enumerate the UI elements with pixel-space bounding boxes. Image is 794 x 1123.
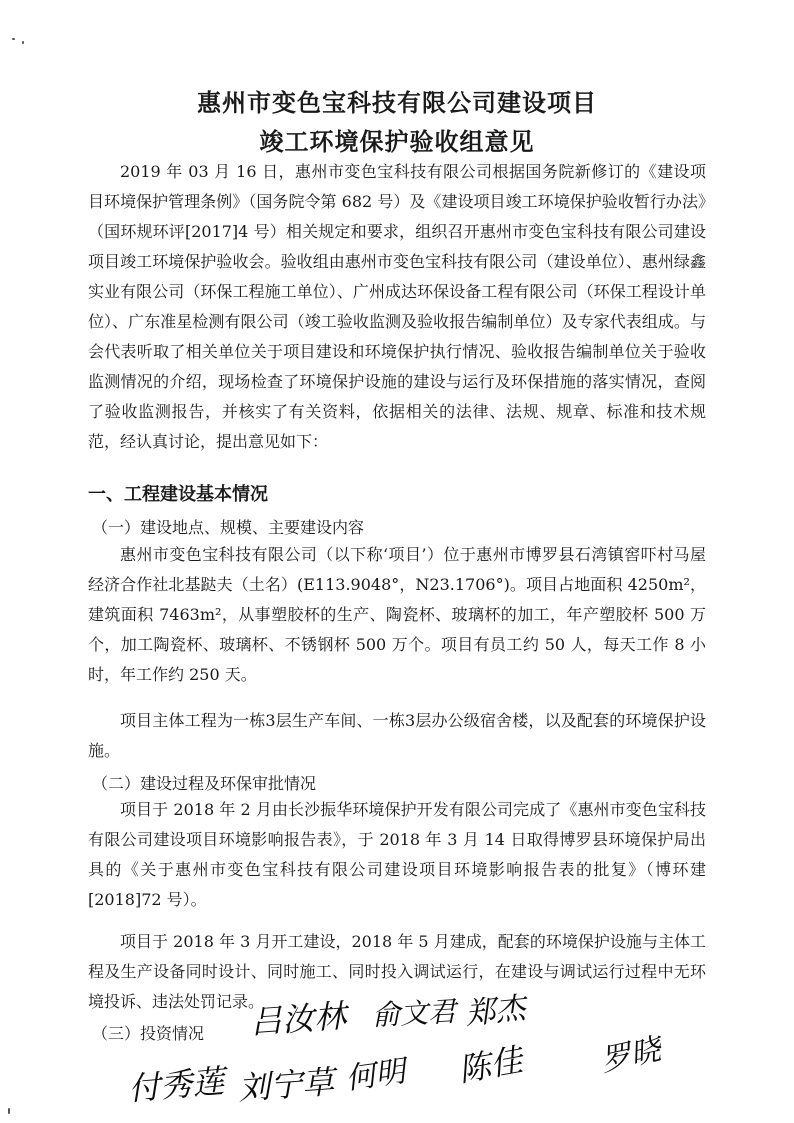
document-title-line2: 竣工环境保护验收组意见	[259, 128, 535, 156]
scan-speck	[8, 1108, 10, 1114]
subsection2-paragraph2: 项目于 2018 年 3 月开工建设，2018 年 5 月建成，配套的环境保护设施与主体工程及生产设备同时设计、同时施工、同时投入调试运行，在建设与调试运行过程中无环境投诉、违法处罚记录。	[88, 932, 706, 1011]
signature-6: 何明	[343, 1053, 408, 1097]
signature-3: 郑杰	[463, 990, 528, 1033]
signature-1: 吕汝林	[248, 996, 348, 1042]
subsection1-paragraph2: 项目主体工程为一栋3层生产车间、一栋3层办公级宿舍楼，以及配套的环境保护设施。	[88, 711, 706, 760]
signature-4: 付秀莲	[126, 1061, 226, 1109]
signature-5: 刘宁草	[236, 1062, 336, 1108]
signature-8: 罗晓	[597, 1032, 664, 1079]
document-title-line1: 惠州市变色宝科技有限公司建设项目	[197, 89, 597, 117]
subsection2-heading: （二）建设过程及环保审批情况	[92, 774, 317, 793]
signature-2: 俞文君	[371, 994, 457, 1033]
subsection1-heading: （一）建设地点、规模、主要建设内容	[92, 518, 365, 537]
scan-speck	[12, 38, 15, 40]
signature-7: 陈佳	[455, 1040, 526, 1090]
intro-paragraph: 2019 年 03 月 16 日，惠州市变色宝科技有限公司根据国务院新修订的《建设项目环境保护管理条例》（国务院令第 682 号）及《建设项目竣工环境保护验收暂行办法》（国环规环评[2017]4 号）相关规定和要求，组织召开惠州市变色宝科技有限公司建设项目竣工环境保护验收会。验收组由惠州市变色宝科技有限公司（建设单位）、惠州绿鑫实业有限公司（环保工程施工单位）、广州成达环保设备工程有限公司（环保工程设计单位）、广东准星检测有限公司（竣工验收监测及验收报告编制单位）及专家代表组成。与会代表听取了相关单位关于项目建设和环境保护执行情况、验收报告编制单位关于验收监测情况的介绍，现场检查了环境保护设施的建设与运行及环保措施的落实情况，查阅了验收监测报告，并核实了有关资料，依据相关的法律、法规、规章、标准和技术规范，经认真讨论，提出意见如下：	[88, 162, 706, 451]
subsection1-paragraph1: 惠州市变色宝科技有限公司（以下称‘项目’）位于惠州市博罗县石湾镇窖吓村马屋经济合作社北基跶夫（土名）(E113.9048°，N23.1706°)。项目占地面积 4250m²，建筑面积 7463m²，从事塑胶杯的生产、陶瓷杯、玻璃杯的加工，年产塑胶杯 500 万个，加工陶瓷杯、玻璃杯、不锈钢杯 500 万个。项目有员工约 50 人，每天工作 8 小时，年工作约 250 天。	[88, 545, 706, 684]
subsection2-paragraph1: 项目于 2018 年 2 月由长沙振华环境保护开发有限公司完成了《惠州市变色宝科技有限公司建设项目环境影响报告表》，于 2018 年 3 月 14 日取得博罗县环境保护局出具的《关于惠州市变色宝科技有限公司建设项目环境影响报告表的批复》（博环建[2018]72 号）。	[88, 800, 706, 909]
section1-heading: 一、工程建设基本情况	[88, 484, 268, 505]
subsection3-heading: （三）投资情况	[92, 1024, 205, 1043]
scan-speck	[22, 41, 24, 44]
